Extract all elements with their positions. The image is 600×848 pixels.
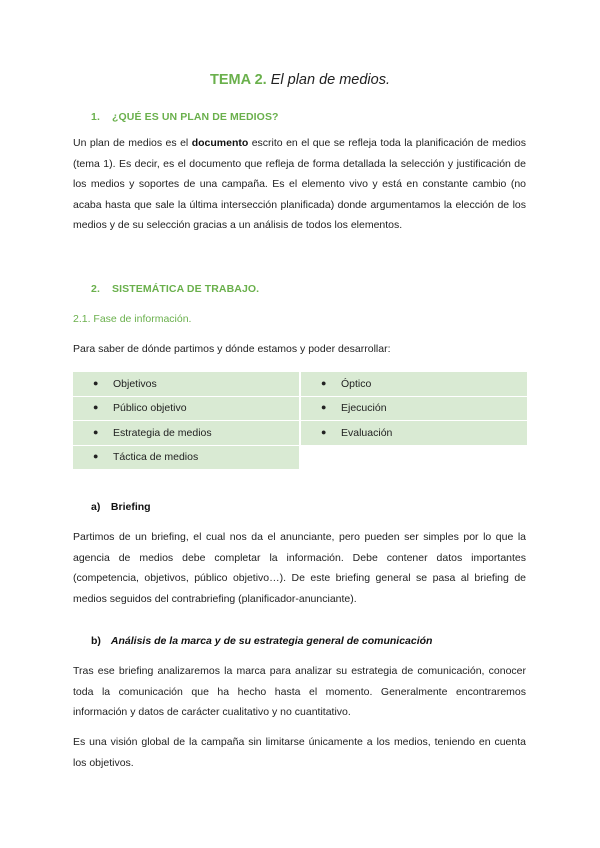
intro-text: Para saber de dónde partimos y dónde estamos y poder desarrollar: — [73, 343, 391, 355]
bullet-icon: ● — [93, 451, 99, 462]
item-label: Óptico — [341, 377, 372, 390]
item-label: Objetivos — [113, 377, 157, 390]
list-item — [300, 421, 527, 446]
table-row — [73, 396, 527, 421]
list-item — [73, 445, 300, 470]
section-2-title: SISTEMÁTICA DE TRABAJO. — [112, 283, 260, 295]
list-item — [73, 421, 300, 446]
briefing-title: Briefing — [110, 501, 151, 513]
table-row — [73, 372, 527, 396]
table-row — [73, 445, 527, 470]
item-label: Evaluación — [341, 426, 393, 439]
section-1-heading — [91, 111, 279, 123]
title-name: El plan de medios. — [270, 72, 390, 88]
briefing-letter: a) — [91, 501, 101, 513]
list-item — [73, 396, 300, 421]
bullet-icon: ● — [93, 402, 99, 413]
para-text-start: Un plan de medios es el — [73, 137, 192, 149]
bullet-icon: ● — [93, 426, 99, 437]
table-row — [73, 421, 527, 446]
bullet-icon: ● — [321, 402, 327, 413]
analysis-paragraph-1: Tras ese briefing analizaremos la marca para analizar su estrategia de comunicación, conocer toda la comunicación que ha hecho hasta el momento. Generalmente encontraremos información y datos de carácter cualitativo y no cuantitativo. — [73, 665, 526, 718]
analysis-letter: b) — [91, 635, 101, 647]
item-label: Ejecución — [341, 402, 387, 415]
analysis-title: Análisis de la marca y de su estrategia general de comunicación — [110, 635, 433, 647]
item-label: Táctica de medios — [113, 451, 199, 464]
subsection-heading: 2.1. Fase de información. — [73, 313, 192, 325]
briefing-heading — [91, 501, 151, 513]
title-number: TEMA 2. — [210, 72, 267, 88]
section-1-title: ¿QUÉ ES UN PLAN DE MEDIOS? — [112, 111, 279, 123]
item-label: Estrategia de medios — [113, 426, 212, 439]
list-item — [300, 396, 527, 421]
section-2-number: 2. — [91, 283, 100, 295]
bullet-icon: ● — [321, 426, 327, 437]
section-1-number: 1. — [91, 111, 100, 123]
analysis-paragraph-2: Es una visión global de la campaña sin limitarse únicamente a los medios, teniendo en cuenta los objetivos. — [73, 736, 526, 769]
para-text-end: escrito en el que se refleja toda la planificación de medios (tema 1). Es decir, es el documento que refleja de forma detallada la selección y justificación de los medios y soportes de una campaña. Es el elemento vivo y está en constante cambio (no acaba hasta que sale la última intersección planificada) donde argumentamos la elección de los medios y de su selección gracias a un análisis de todos los elementos. — [73, 137, 526, 231]
page-title — [0, 72, 600, 88]
empty-cell — [300, 445, 527, 470]
bullet-icon: ● — [321, 377, 327, 388]
bullet-icon: ● — [93, 377, 99, 388]
para-bold-word: documento — [191, 137, 249, 149]
item-label: Público objetivo — [113, 402, 187, 415]
briefing-paragraph: Partimos de un briefing, el cual nos da el anunciante, pero pueden ser simples por lo que la agencia de medios debe completar la información. Debe contener datos importantes (competencia, objetivos, público objetivo…). De este briefing general se pasa al briefing de medios seguidos del contrabriefing (planificador-anunciante). — [73, 531, 526, 605]
section-2-heading — [91, 283, 259, 295]
list-item — [300, 372, 527, 396]
section-1-paragraph — [73, 133, 526, 236]
list-item — [73, 372, 300, 396]
analysis-heading — [91, 635, 432, 647]
options-table — [73, 372, 527, 470]
